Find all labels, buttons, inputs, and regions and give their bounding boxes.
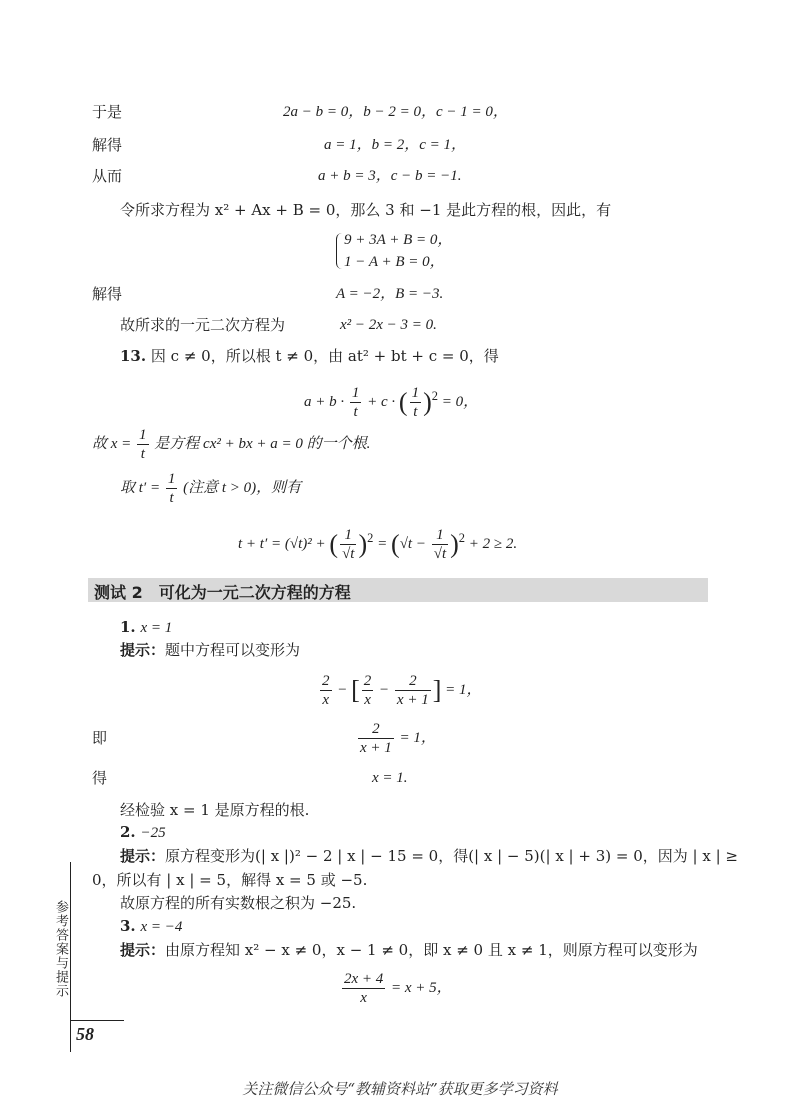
q2-hint-1: 原方程变形为(| x |)² − 2 | x | − 15 = 0，得(| x | − 5)(| x | + 3) = 0，因为 | x | ≥ (165, 847, 738, 865)
q1-number: 1. (120, 618, 136, 636)
stmt-x-frac: $\frac{1}{t}$ (139, 427, 147, 463)
stmt-x-part-b: 是方程 cx² + bx + a = 0 的一个根. (154, 436, 371, 452)
q1-eq2-frac: $\frac{2}{x + 1}$ (360, 721, 392, 757)
ineq-frac-1: $\frac{1}{√t}$ (342, 527, 355, 563)
paragraph-assume-equation: 令所求方程为 x² + Ax + B = 0，那么 3 和 −1 是此方程的根，因此，有 (120, 201, 612, 219)
q3-hint: 由原方程知 x² − x ≠ 0，x − 1 ≠ 0，即 x ≠ 0 且 x ≠ 1，则原方程可以变形为 (165, 941, 698, 959)
q1-eq1-rhs: = 1， (445, 682, 482, 698)
stmt-t-frac: $\frac{1}{t}$ (167, 471, 176, 507)
equation-system-result: 2a − b = 0，b − 2 = 0，c − 1 = 0， (283, 104, 508, 120)
q2-conclusion: 故原方程的所有实数根之积为 −25. (120, 894, 357, 912)
q1-eq2-rhs: = 1， (399, 730, 436, 746)
q3-number: 3. (120, 917, 136, 935)
equation-solution: a = 1，b = 2，c = 1， (324, 137, 467, 153)
q1-answer: x = 1 (140, 620, 173, 636)
label-jiede: 解得 (92, 136, 123, 154)
q3-answer: x = −4 (140, 919, 183, 935)
q2-answer-line (120, 822, 166, 843)
ineq-frac-2: $\frac{1}{√t}$ (433, 527, 447, 563)
stmt-t-part-b: (注意 t > 0)，则有 (183, 480, 302, 496)
q1-equation-1: $\frac{2}{x}$ − [ $\frac{2}{x}$ − $\frac{2}{x + 1}$ ] = 1， (322, 673, 482, 709)
problem-13 (120, 346, 499, 366)
eq13-part-c: = 0， (441, 394, 479, 410)
q3-equation (340, 966, 452, 1010)
ineq-part-b: )² + (302, 536, 326, 552)
eq13-frac-2: $\frac{1}{t}$ (411, 385, 420, 421)
q1-equation-3: x = 1. (372, 770, 408, 786)
q1-answer-line (120, 617, 172, 638)
label-yushi: 于是 (92, 103, 123, 121)
q1-eq1-frac-b: $\frac{2}{x}$ (363, 673, 372, 709)
label-conger: 从而 (92, 167, 123, 185)
q1-label-ji: 即 (92, 729, 108, 747)
ineq-sqrt-2: √t (399, 536, 413, 552)
q1-hint: 题中方程可以变形为 (165, 641, 301, 659)
q2-number: 2. (120, 823, 136, 841)
inequality-t-tprime: t + t′ = (√t)² + ( $\frac{1}{√t}$ )$^2$ = (√t − $\frac{1}{√t}$ )$^2$ + 2 ≥ 2. (238, 527, 518, 563)
statement-t-prime (120, 468, 301, 508)
q2-answer: −25 (140, 825, 166, 841)
page-number: 58 (76, 1024, 94, 1044)
eq13-part-a: a + b · (304, 394, 345, 410)
eq13-frac-1: $\frac{1}{t}$ (351, 385, 360, 421)
equation-13: a + b · $\frac{1}{t}$ + c · ( $\frac{1}{t}$ )$^2$ = 0， (304, 385, 479, 421)
ineq-part-c: = (377, 536, 388, 552)
q2-hint-label: 提示： (120, 847, 166, 865)
q3-hint-label: 提示： (120, 941, 166, 959)
text-quadratic-conclusion: 故所求的一元二次方程为 (120, 316, 286, 334)
stmt-x-part-a: 故 x = (92, 436, 132, 452)
q3-hint-line (120, 940, 698, 960)
system-eq-1: 9 + 3A + B = 0， (344, 232, 453, 248)
q1-check: 经检验 x = 1 是原方程的根. (120, 801, 310, 819)
statement-x-root (92, 424, 370, 464)
ineq-sqrt-1: √t (289, 536, 303, 552)
system-eq-2: 1 − A + B = 0， (344, 254, 445, 270)
problem-13-number: 13. (120, 347, 147, 365)
label-jiede-2: 解得 (92, 285, 123, 303)
q3-eq-frac: $\frac{2x + 4}{x}$ (344, 971, 384, 1007)
equation-ab-result: A = −2，B = −3. (336, 286, 444, 302)
sidebar-label: 参考答案与提示 (53, 900, 68, 998)
eq13-part-b: + c · (367, 394, 396, 410)
q3-answer-line (120, 916, 182, 937)
q1-hint-line (120, 640, 300, 660)
q3-eq-rhs: = x + 5， (391, 980, 452, 996)
q1-eq1-frac-c: $\frac{2}{x + 1}$ (396, 673, 429, 709)
problem-13-text: 因 c ≠ 0，所以根 t ≠ 0，由 at² + bt + c = 0，得 (150, 347, 499, 365)
equation-final-quadratic: x² − 2x − 3 = 0. (340, 317, 437, 333)
ineq-part-a: t + t′ = ( (238, 536, 290, 552)
footer-note: 关注微信公众号“教辅资料站”获取更多学习资料 (242, 1080, 558, 1098)
q1-eq1-frac-a: $\frac{2}{x}$ (322, 673, 330, 709)
q2-hint-line-1 (120, 846, 738, 866)
ineq-part-d: + 2 ≥ 2. (468, 536, 518, 552)
q2-hint-line-2: 0，所以有 | x | = 5，解得 x = 5 或 −5. (92, 871, 368, 889)
q1-label-de: 得 (92, 769, 108, 787)
section-title: 测试 2 可化为一元二次方程的方程 (94, 583, 351, 602)
q1-equation-2 (356, 716, 436, 760)
stmt-t-part-a: 取 t′ = (120, 480, 161, 496)
system-brace (336, 233, 343, 269)
q1-hint-label: 提示： (120, 641, 166, 659)
equation-sum: a + b = 3，c − b = −1. (318, 168, 462, 184)
